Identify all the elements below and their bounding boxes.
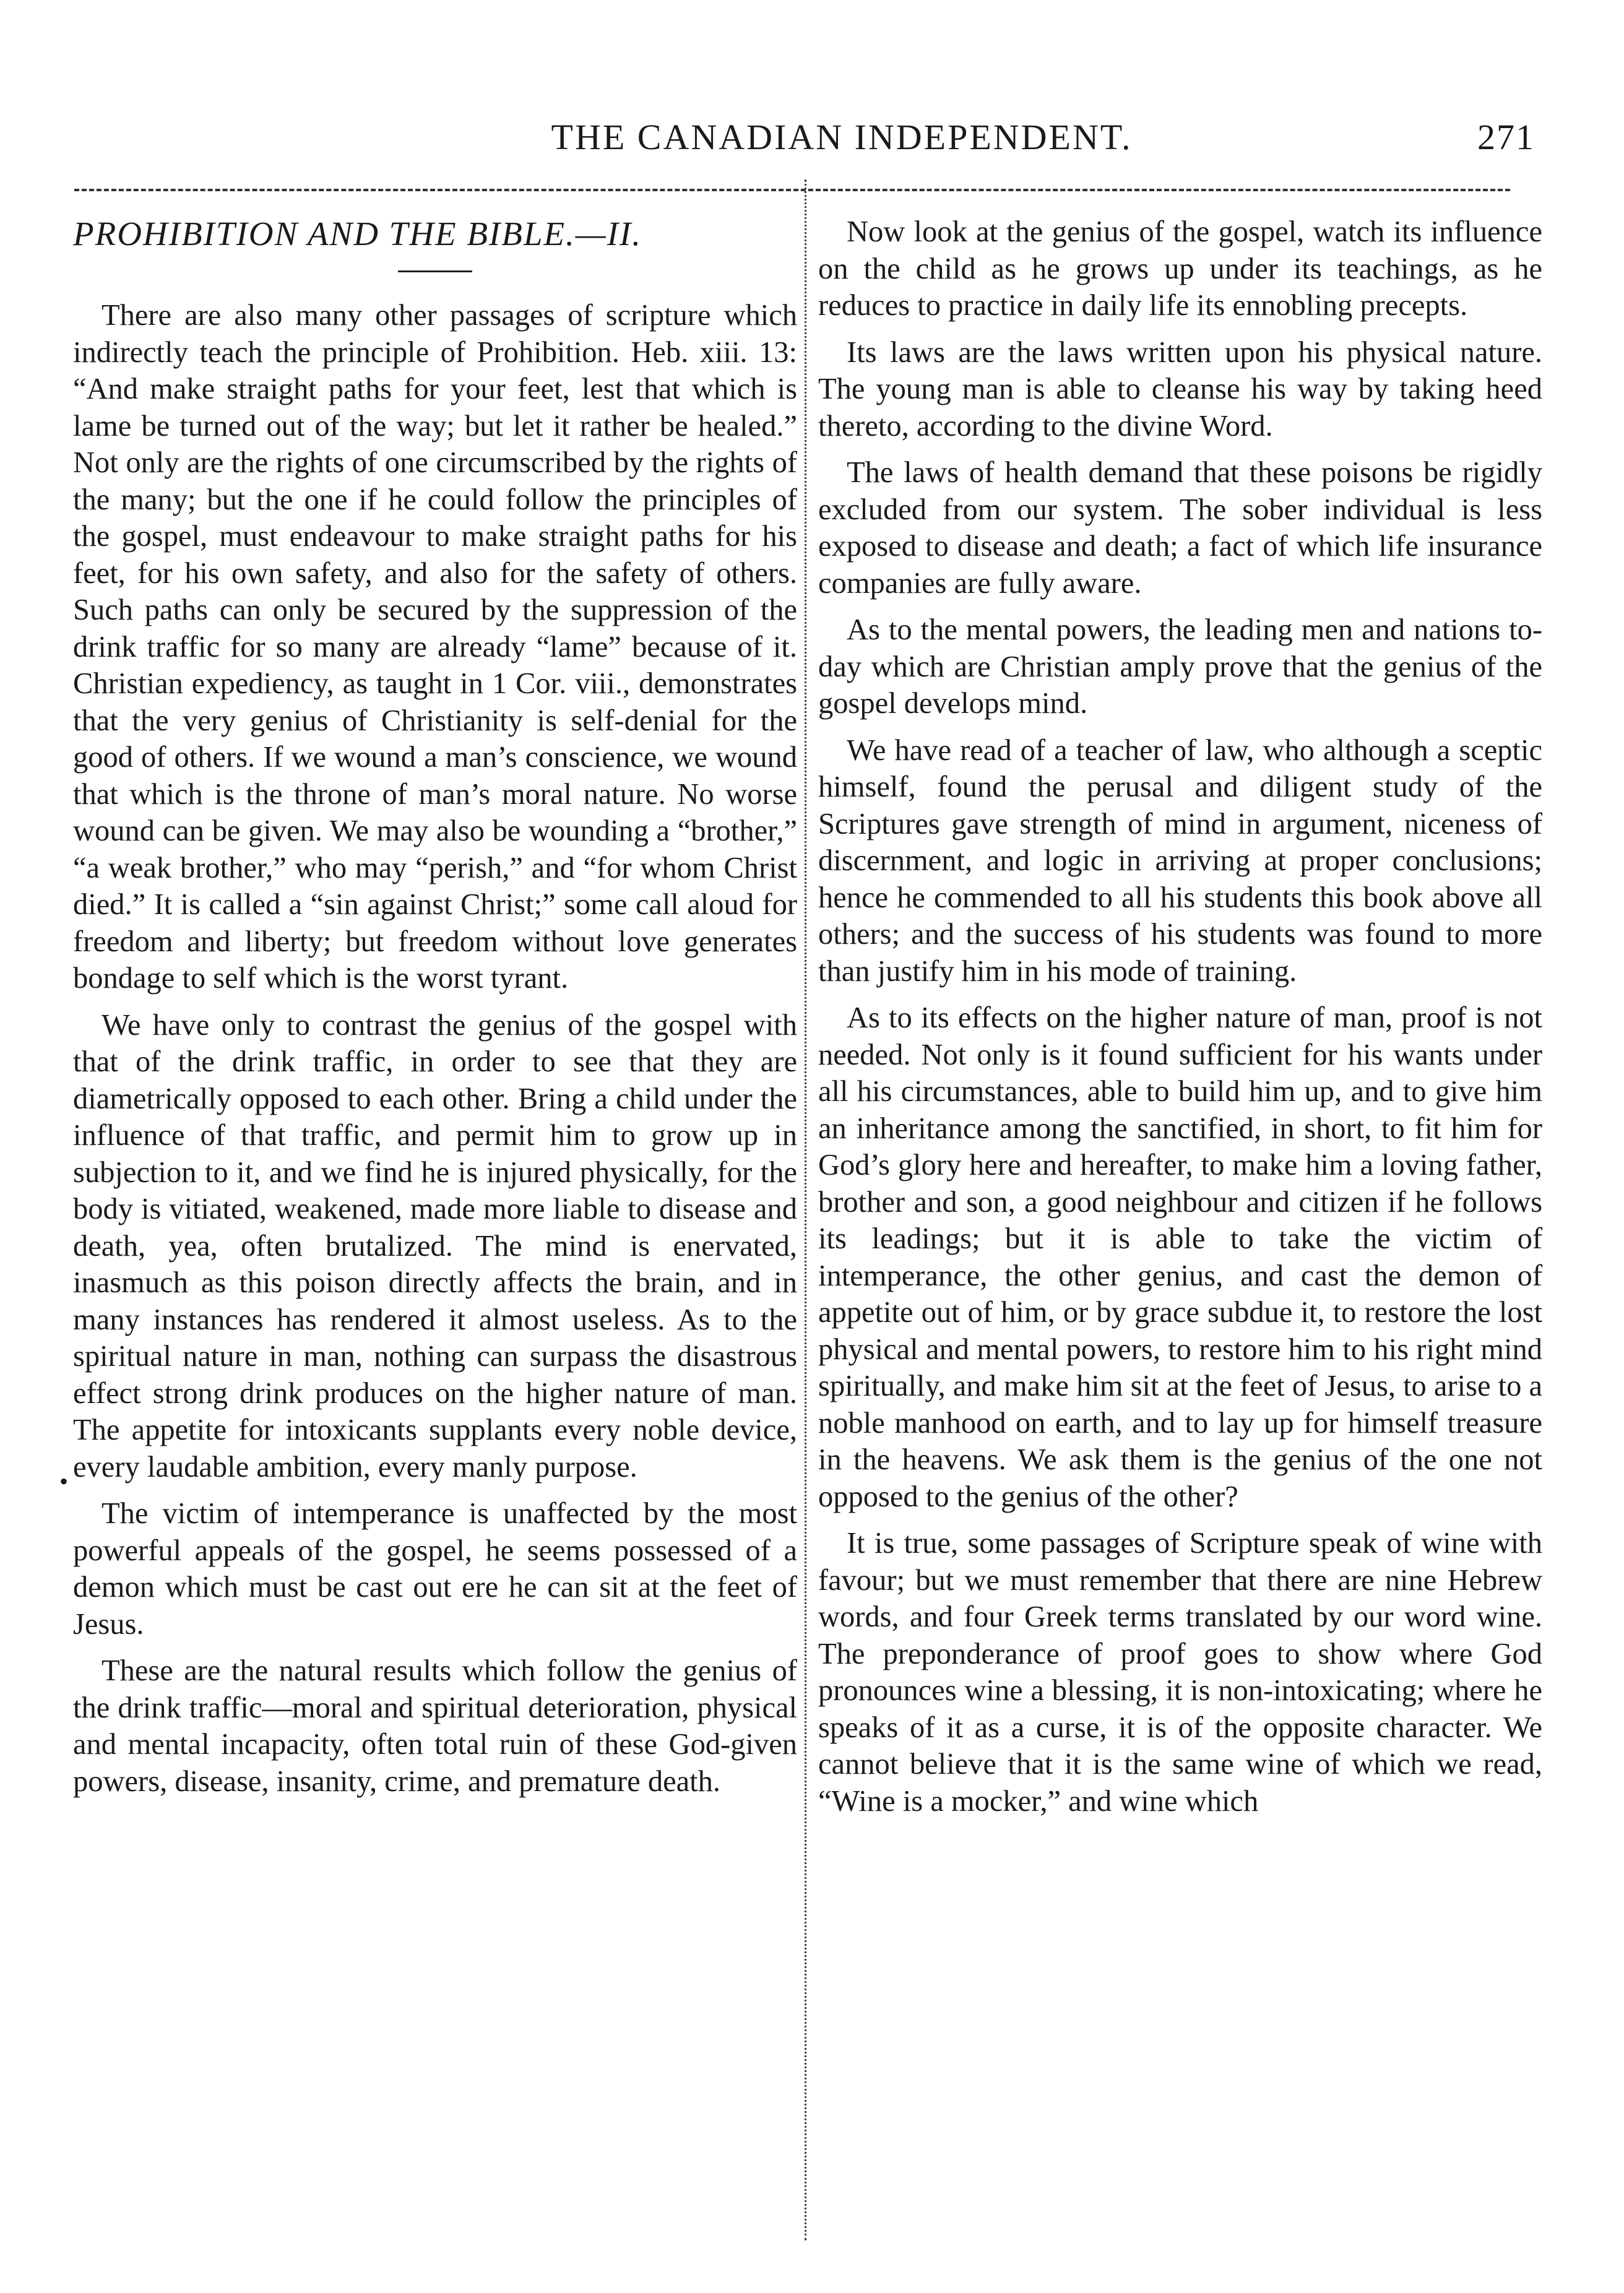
right-paragraph-5: We have read of a teacher of law, who although a sceptic himself, found the perusal and diligent study of the Scriptures gave strength of mind in argument, niceness of discernment, and logic in arriving at proper conclusions; hence he commended to all his students this book above all others; and the success of his students was found to more than justify him in his mode of training. bbox=[818, 733, 1542, 988]
right-column bbox=[818, 214, 1542, 1829]
journal-title: THE CANADIAN INDEPENDENT. bbox=[551, 117, 1133, 157]
right-paragraph-7: It is true, some passages of Scripture speak of wine with favour; but we must remember that there are nine Hebrew words, and four Greek terms translated by our word wine. The preponderance of proof goes to show where God pronounces wine a blessing, it is non-intoxicating; where he speaks of it as a curse, it is of the opposite character. We cannot believe that it is the same wine of which we read, “Wine is a mocker,” and wine which bbox=[818, 1527, 1542, 1818]
left-paragraph-4: These are the natural results which follow the genius of the drink traffic—moral and spiritual deterioration, physical and mental incapacity, often total ruin of these God-given powers, disease, insanity, crime, and premature death. bbox=[73, 1654, 797, 1798]
left-paragraph-3: The victim of intemperance is unaffected by the most powerful appeals of the gospel, he seems possessed of a demon which must be cast out ere he can sit at the feet of Jesus. bbox=[73, 1497, 797, 1641]
right-paragraph-4: As to the mental powers, the leading men and nations to-day which are Christian amply prove that the genius of the gospel develops mind. bbox=[818, 613, 1542, 720]
column-divider bbox=[805, 179, 806, 2240]
right-paragraph-1: Now look at the genius of the gospel, watch its influence on the child as he grows up under its teachings, as he reduces to practice in daily life its ennobling precepts. bbox=[818, 215, 1542, 322]
article-title: PROHIBITION AND THE BIBLE.—II. bbox=[73, 215, 642, 253]
header-rule bbox=[74, 189, 1510, 191]
right-paragraph-6: As to its effects on the higher nature of man, proof is not needed. Not only is it found sufficient for his wants under all his circumstances, able to build him up, and to give him an inheritance among the sanctified, in short, to fit him for God’s glory here and hereafter, to make him a loving father, brother and son, a good neighbour and citizen if he follows its leadings; but it is able to take the victim of intemperance, the other genius, and cast the demon of appetite out of him, or by grace subdue it, to restore the lost physical and mental powers, to restore him to his right mind spiritually, and make him sit at the feet of Jesus, to arise to a noble manhood on earth, and to lay up for himself treasure in the heavens. We ask them is the genius of the one not opposed to the genius of the other? bbox=[818, 1001, 1542, 1513]
left-column bbox=[73, 214, 797, 1810]
left-paragraph-1: There are also many other passages of scripture which indirectly teach the principle of Prohibition. Heb. xiii. 13: “And make straight paths for your feet, lest that which is lame be turned out of the way; but let it rather be healed.” Not only are the rights of one circumscribed by the rights of the many; but the one if he could follow the principles of the gospel, must endeavour to make straight paths for his feet, for his own safety, and also for the safety of others. Such paths can only be secured by the suppression of the drink traffic for so many are already “lame” because of it. Christian expediency, as taught in 1 Cor. viii., demonstrates that the very genius of Christianity is self-denial for the good of others. If we wound a man’s conscience, we wound that which is the throne of man’s moral nature. No worse wound can be given. We may also be wounding a “brother,” “a weak brother,” who may “perish,” and “for whom Christ died.” It is called a “sin against Christ;” some call aloud for freedom and liberty; but freedom without love generates bondage to self which is the worst tyrant. bbox=[73, 299, 797, 995]
right-paragraph-3: The laws of health demand that these poisons be rigidly excluded from our system. The sober individual is less exposed to disease and death; a fact of which life insurance companies are fully aware. bbox=[818, 456, 1542, 600]
running-head bbox=[74, 116, 1547, 172]
right-paragraph-2: Its laws are the laws written upon his physical nature. The young man is able to cleanse his way by taking heed thereto, according to the divine Word. bbox=[818, 335, 1542, 443]
page-number: 271 bbox=[1477, 117, 1535, 157]
title-rule bbox=[398, 270, 472, 272]
left-paragraph-2: We have only to contrast the genius of the gospel with that of the drink traffic, in order to see that they are diametrically opposed to each other. Bring a child under the influence of that traffic, and permit him to grow up in subjection to it, and we find he is injured physically, for the body is vitiated, weakened, made more liable to disease and death, yea, often brutalized. The mind is enervated, inasmuch as this poison directly affects the brain, and in many instances has rendered it almost useless. As to the spiritual nature in man, nothing can surpass the disastrous effect strong drink produces on the higher nature of man. The appetite for intoxicants supplants every noble device, every laudable ambition, every manly purpose. bbox=[73, 1008, 797, 1483]
margin-mark: • bbox=[59, 1467, 69, 1495]
